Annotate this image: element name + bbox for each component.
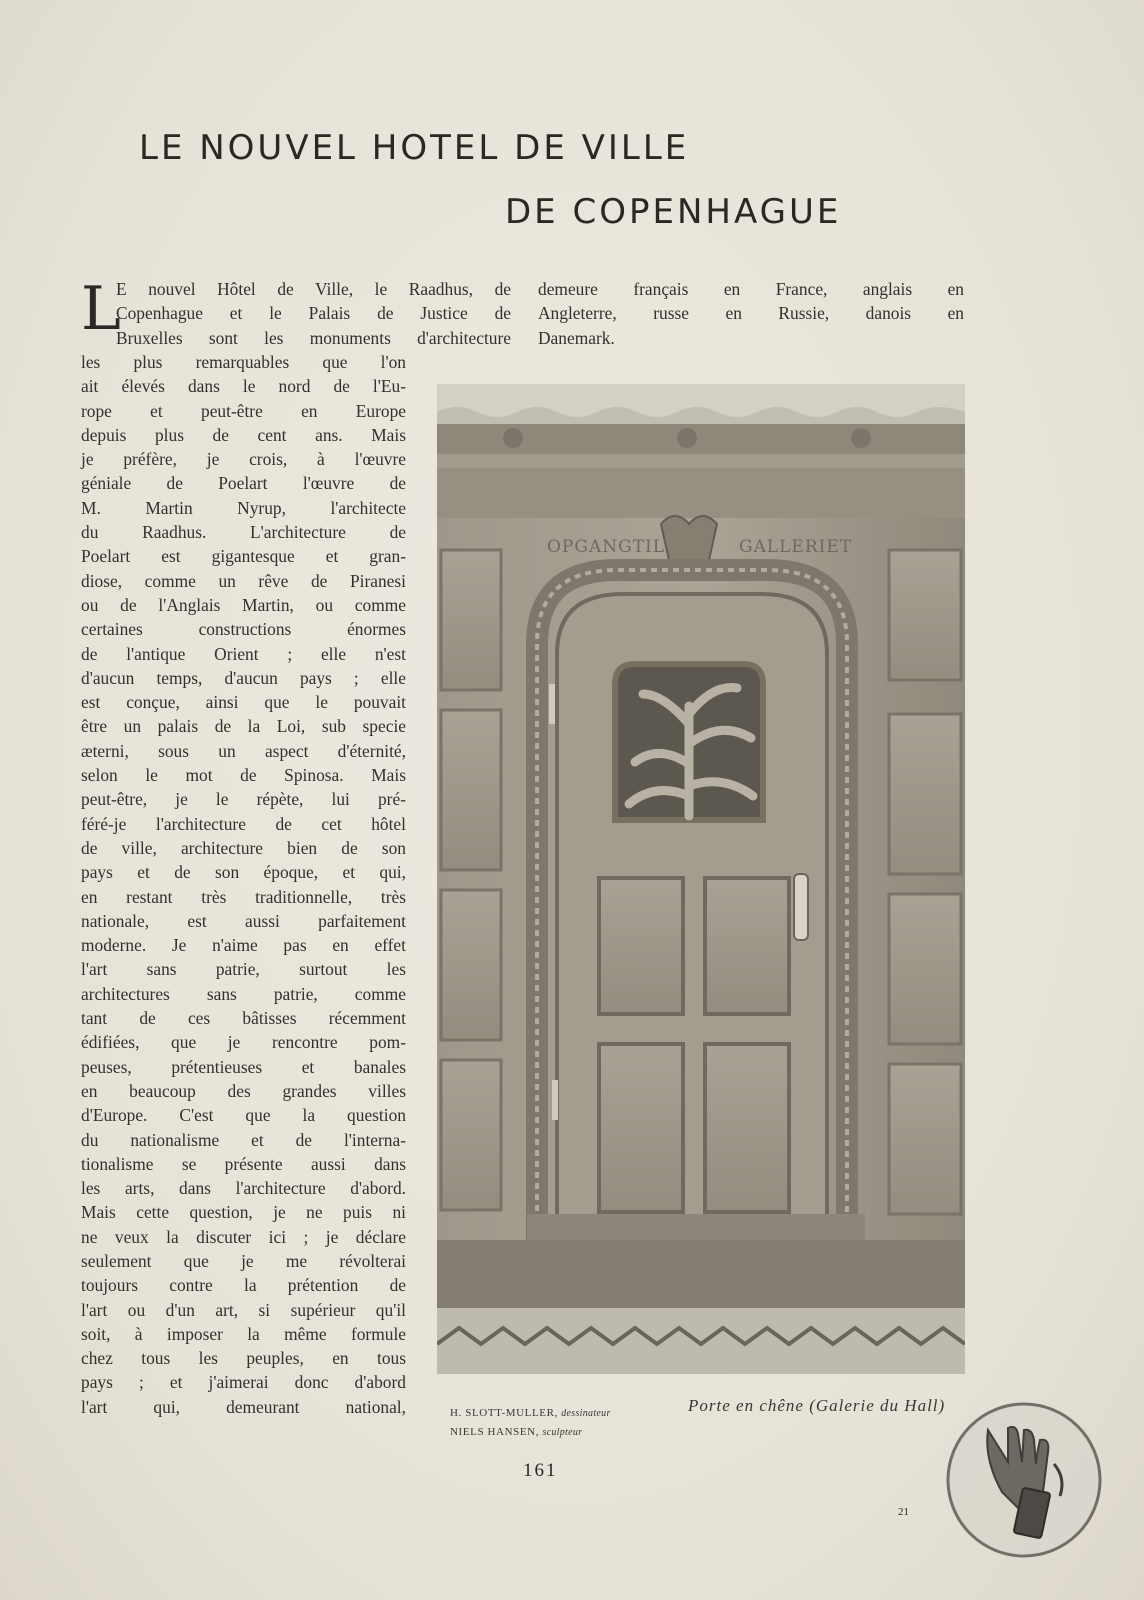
text-line: pays et de son époque, et qui, — [81, 862, 406, 883]
left-column-body — [81, 350, 406, 1419]
text-line: de ville, architecture bien de son — [81, 837, 406, 858]
text-line: Danemark. — [538, 327, 615, 348]
text-line: Angleterre, russe en Russie, danois en — [538, 303, 964, 324]
article-title-line-1: LE NOUVEL HOTEL DE VILLE — [139, 128, 690, 168]
text-line: être un palais de la Loi, sub specie — [81, 716, 406, 737]
hand-stamp-icon — [944, 1400, 1104, 1560]
text-line: soit, à imposer la même formule — [81, 1323, 406, 1344]
text-line: les arts, dans l'architecture d'abord. — [81, 1178, 406, 1199]
text-line: du Raadhus. L'architecture de — [81, 522, 406, 543]
text-line: d'aucun temps, d'aucun pays ; elle — [81, 667, 406, 688]
left-column-opening — [116, 277, 511, 350]
sheet-number: 21 — [898, 1506, 909, 1518]
text-line: du nationalisme et de l'interna- — [81, 1129, 406, 1150]
text-line: ne veux la discuter ici ; je déclare — [81, 1226, 406, 1247]
door-photograph — [437, 384, 965, 1374]
text-line: depuis plus de cent ans. Mais — [81, 424, 406, 445]
text-line: en restant très traditionnelle, très — [81, 886, 406, 907]
text-line: en beaucoup des grandes villes — [81, 1080, 406, 1101]
text-line: féré-je l'architecture de cet hôtel — [81, 813, 406, 834]
text-line: moderne. Je n'aime pas en effet — [81, 935, 406, 956]
inscription-left: OPGANGTIL — [547, 537, 666, 557]
text-line: pays ; et j'aimerai donc d'abord — [81, 1372, 406, 1393]
text-line: d'Europe. C'est que la question — [81, 1105, 406, 1126]
text-line: chez tous les peuples, en tous — [81, 1348, 406, 1369]
text-line: je préfère, je crois, à l'œuvre — [81, 449, 406, 470]
text-line: diose, comme un rêve de Piranesi — [81, 570, 406, 591]
text-line: E nouvel Hôtel de Ville, le Raadhus, de — [116, 279, 511, 299]
text-line: seulement que je me révolterai — [81, 1250, 406, 1271]
text-line: Mais cette question, je ne puis ni — [81, 1202, 406, 1223]
designer-name: H. SLOTT-MULLER, — [450, 1407, 558, 1419]
text-line: æterni, sous un aspect d'éternité, — [81, 740, 406, 761]
text-line: de l'antique Orient ; elle n'est — [81, 643, 406, 664]
carved-oak-door-image — [437, 384, 965, 1374]
text-line: architectures sans patrie, comme — [81, 983, 406, 1004]
inscription-right: GALLERIET — [739, 537, 853, 557]
page-number: 161 — [523, 1460, 558, 1481]
article-title-line-2: DE COPENHAGUE — [505, 192, 842, 232]
text-line: géniale de Poelart l'œuvre de — [81, 473, 406, 494]
text-line: l'art ou d'un art, si supérieur qu'il — [81, 1299, 406, 1320]
text-line: Copenhague et le Palais de Justice de — [116, 303, 511, 324]
text-line: l'art qui, demeurant national, — [81, 1396, 406, 1417]
text-line: les plus remarquables que l'on — [81, 352, 406, 372]
text-line: M. Martin Nyrup, l'architecte — [81, 497, 406, 518]
text-line: nationale, est aussi parfaitement — [81, 910, 406, 931]
text-line: édifiées, que je rencontre pom- — [81, 1032, 406, 1053]
text-line: ait élevés dans le nord de l'Eu- — [81, 376, 406, 397]
photo-caption: Porte en chêne (Galerie du Hall) — [688, 1396, 946, 1415]
drop-cap: L — [81, 274, 121, 344]
text-line: tionalisme se présente aussi dans — [81, 1153, 406, 1174]
right-column-text — [538, 277, 964, 350]
sculptor-role: sculpteur — [542, 1427, 583, 1438]
text-line: l'art sans patrie, surtout les — [81, 959, 406, 980]
text-line: Poelart est gigantesque et gran- — [81, 546, 406, 567]
text-line: est conçue, ainsi que le pouvait — [81, 692, 406, 713]
photo-credits — [450, 1404, 611, 1442]
sculptor-name: NIELS HANSEN, — [450, 1426, 540, 1438]
text-line: ou de l'Anglais Martin, ou comme — [81, 594, 406, 615]
text-line: peuses, prétentieuses et banales — [81, 1056, 406, 1077]
text-line: Bruxelles sont les monuments d'architecture — [116, 327, 511, 348]
text-line: peut-être, je le répète, lui pré- — [81, 789, 406, 810]
text-line: rope et peut-être en Europe — [81, 400, 406, 421]
designer-role: dessinateur — [561, 1408, 611, 1419]
text-line: demeure français en France, anglais en — [538, 279, 964, 299]
text-line: toujours contre la prétention de — [81, 1275, 406, 1296]
text-line: tant de ces bâtisses récemment — [81, 1008, 406, 1029]
text-line: certaines constructions énormes — [81, 619, 406, 640]
text-line: selon le mot de Spinosa. Mais — [81, 765, 406, 786]
